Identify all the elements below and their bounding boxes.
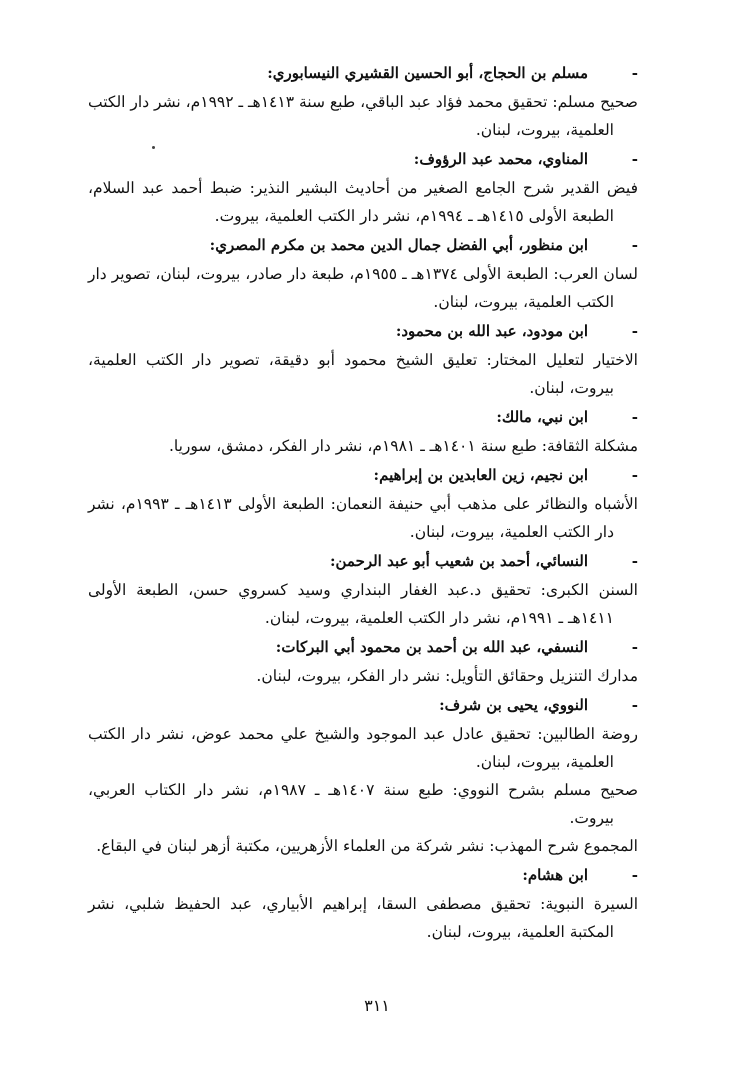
entry-dash: - bbox=[631, 466, 638, 484]
work-citation: السيرة النبوية: تحقيق مصطفى السقا، إبراهيم الأبياري، عبد الحفيظ شلبي، نشر المكتبة العلمية، بيروت، لبنان. bbox=[88, 895, 638, 941]
author-name: ابن نجيم، زين العابدين بن إبراهيم: bbox=[373, 466, 588, 484]
bibliography-entry bbox=[88, 58, 638, 144]
author-name: ابن نبي، مالك: bbox=[496, 408, 588, 426]
entry-dash: - bbox=[631, 638, 638, 656]
bibliography-entry bbox=[88, 632, 638, 690]
work-citation: الاختيار لتعليل المختار: تعليق الشيخ محمود أبو دقيقة، تصوير دار الكتب العلمية، بيروت، لبنان. bbox=[88, 351, 638, 397]
bibliography-entry bbox=[88, 316, 638, 402]
author-heading bbox=[88, 860, 638, 890]
bibliography-entry bbox=[88, 690, 638, 860]
work-citation: مدارك التنزيل وحقائق التأويل: نشر دار الفكر، بيروت، لبنان. bbox=[256, 667, 638, 685]
bibliography-entry bbox=[88, 460, 638, 546]
page-number: ٣١١ bbox=[364, 996, 390, 1015]
author-heading bbox=[88, 690, 638, 720]
author-heading bbox=[88, 58, 638, 88]
author-name: ابن مودود، عبد الله بن محمود: bbox=[395, 322, 588, 340]
bibliography-list bbox=[88, 58, 638, 946]
author-name: ابن هشام: bbox=[522, 866, 588, 884]
author-name: النسفي، عبد الله بن أحمد بن محمود أبي البركات: bbox=[275, 638, 588, 656]
work-citation: فيض القدير شرح الجامع الصغير من أحاديث البشير النذير: ضبط أحمد عبد السلام، الطبعة الأولى ١٤١٥هـ ـ ١٩٩٤م، نشر دار الكتب العلمية، بيروت. bbox=[88, 179, 638, 225]
work-citation: مشكلة الثقافة: طبع سنة ١٤٠١هـ ـ ١٩٨١م، نشر دار الفكر، دمشق، سوريا. bbox=[168, 437, 638, 455]
scan-speck bbox=[152, 146, 155, 149]
bibliography-entry bbox=[88, 860, 638, 946]
entry-dash: - bbox=[631, 696, 638, 714]
work-citation: لسان العرب: الطبعة الأولى ١٣٧٤هـ ـ ١٩٥٥م، طبعة دار صادر، بيروت، لبنان، تصوير دار الكتب العلمية، بيروت، لبنان. bbox=[88, 265, 639, 311]
work-citation: روضة الطالبين: تحقيق عادل عبد الموجود والشيخ علي محمد عوض، نشر دار الكتب العلمية، بيروت، لبنان. bbox=[88, 725, 638, 771]
author-name: النسائي، أحمد بن شعيب أبو عبد الرحمن: bbox=[329, 552, 588, 570]
entry-dash: - bbox=[631, 866, 638, 884]
author-name: المناوي، محمد عبد الرؤوف: bbox=[413, 150, 588, 168]
work-citation: السنن الكبرى: تحقيق د.عبد الغفار البنداري وسيد كسروي حسن، الطبعة الأولى ١٤١١هـ ـ ١٩٩١م، نشر دار الكتب العلمية، بيروت، لبنان. bbox=[88, 581, 638, 627]
entry-dash: - bbox=[631, 150, 638, 168]
bibliography-entry bbox=[88, 546, 638, 632]
author-heading bbox=[88, 632, 638, 662]
author-heading bbox=[88, 144, 638, 174]
author-heading bbox=[88, 460, 638, 490]
author-name: النووي، يحيى بن شرف: bbox=[439, 696, 588, 714]
bibliography-entry bbox=[88, 144, 638, 230]
author-name: ابن منظور، أبي الفضل جمال الدين محمد بن مكرم المصري: bbox=[209, 236, 588, 254]
entry-dash: - bbox=[631, 236, 638, 254]
author-heading bbox=[88, 316, 638, 346]
bibliography-entry bbox=[88, 230, 638, 316]
entry-dash: - bbox=[631, 552, 638, 570]
work-citation: المجموع شرح المهذب: نشر شركة من العلماء الأزهريين، مكتبة أزهر لبنان في البقاع. bbox=[96, 837, 638, 855]
author-heading bbox=[88, 546, 638, 576]
work-citation: الأشباه والنظائر على مذهب أبي حنيفة النعمان: الطبعة الأولى ١٤١٣هـ ـ ١٩٩٣م، نشر دار الكتب العلمية، بيروت، لبنان. bbox=[88, 495, 638, 541]
entry-dash: - bbox=[631, 64, 638, 82]
work-citation: صحيح مسلم بشرح النووي: طبع سنة ١٤٠٧هـ ـ ١٩٨٧م، نشر دار الكتاب العربي، بيروت. bbox=[88, 781, 638, 827]
bibliography-entry bbox=[88, 402, 638, 460]
author-name: مسلم بن الحجاج، أبو الحسين القشيري النيسابوري: bbox=[267, 64, 588, 82]
entry-dash: - bbox=[631, 408, 638, 426]
entry-dash: - bbox=[631, 322, 638, 340]
author-heading bbox=[88, 402, 638, 432]
work-citation: صحيح مسلم: تحقيق محمد فؤاد عبد الباقي، طبع سنة ١٤١٣هـ ـ ١٩٩٢م، نشر دار الكتب العلمية، بيروت، لبنان. bbox=[88, 93, 638, 139]
author-heading bbox=[88, 230, 638, 260]
